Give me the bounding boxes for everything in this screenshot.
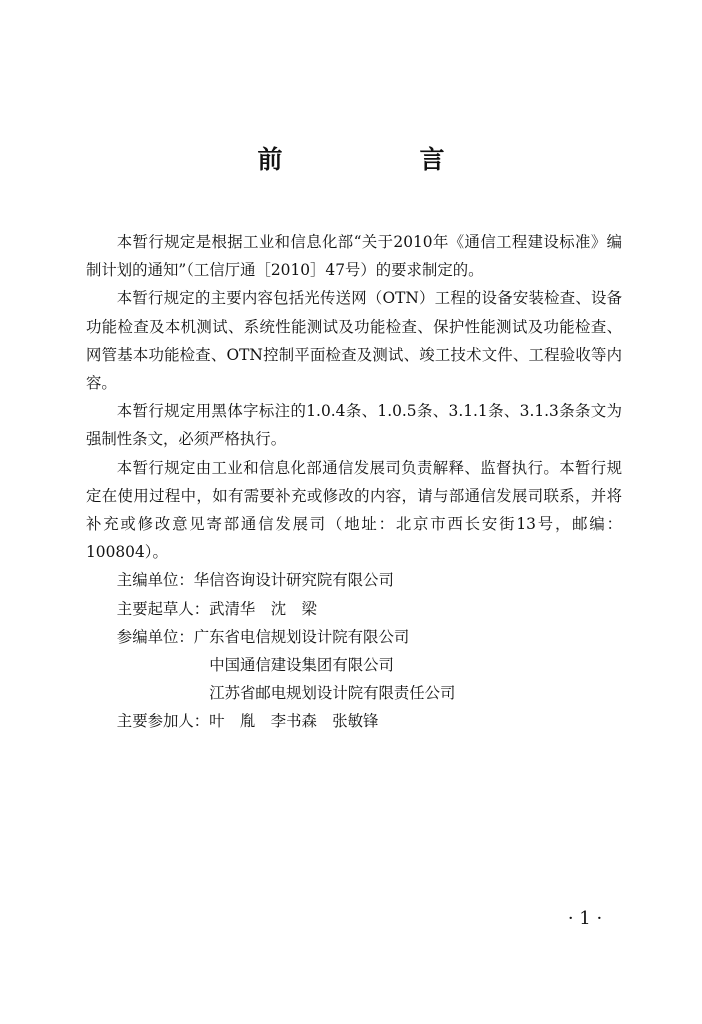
preface-body bbox=[86, 228, 622, 736]
preface-paragraph-1: 本暂行规定是根据工业和信息化部“关于2010年《通信工程建设标准》编制计划的通知”（工信厅通［2010］47号）的要求制定的。 bbox=[86, 233, 622, 280]
preface-paragraph-4: 本暂行规定由工业和信息化部通信发展司负责解释、监督执行。本暂行规定在使用过程中，如有需要补充或修改的内容，请与部通信发展司联系，并将补充或修改意见寄部通信发展司（地址：北京市西长安街13号，邮编：100804）。 bbox=[86, 458, 622, 562]
participating-unit-1: 参编单位：广东省电信规划设计院有限公司 bbox=[116, 627, 410, 646]
preface-paragraph-3: 本暂行规定用黑体字标注的1.0.4条、1.0.5条、3.1.1条、3.1.3条条文为强制性条文，必须严格执行。 bbox=[86, 402, 622, 449]
participating-unit-3: 江苏省邮电规划设计院有限责任公司 bbox=[209, 684, 456, 703]
main-drafters: 主要起草人：武清华 沈 梁 bbox=[116, 599, 317, 618]
preface-paragraph-2: 本暂行规定的主要内容包括光传送网（OTN）工程的设备安装检查、设备功能检查及本机测试、系统性能测试及功能检查、保护性能测试及功能检查、网管基本功能检查、OTN控制平面检查及测试、竣工技术文件、工程验收等内容。 bbox=[86, 289, 622, 393]
main-participants: 主要参加人：叶 胤 李书森 张敏锋 bbox=[116, 712, 379, 731]
credits-list bbox=[86, 566, 622, 735]
page-number: · 1 · bbox=[567, 908, 603, 929]
page-title: 前 言 bbox=[257, 145, 501, 174]
participating-unit-2: 中国通信建设集团有限公司 bbox=[209, 656, 394, 675]
chief-editor-unit: 主编单位：华信咨询设计研究院有限公司 bbox=[116, 571, 394, 590]
